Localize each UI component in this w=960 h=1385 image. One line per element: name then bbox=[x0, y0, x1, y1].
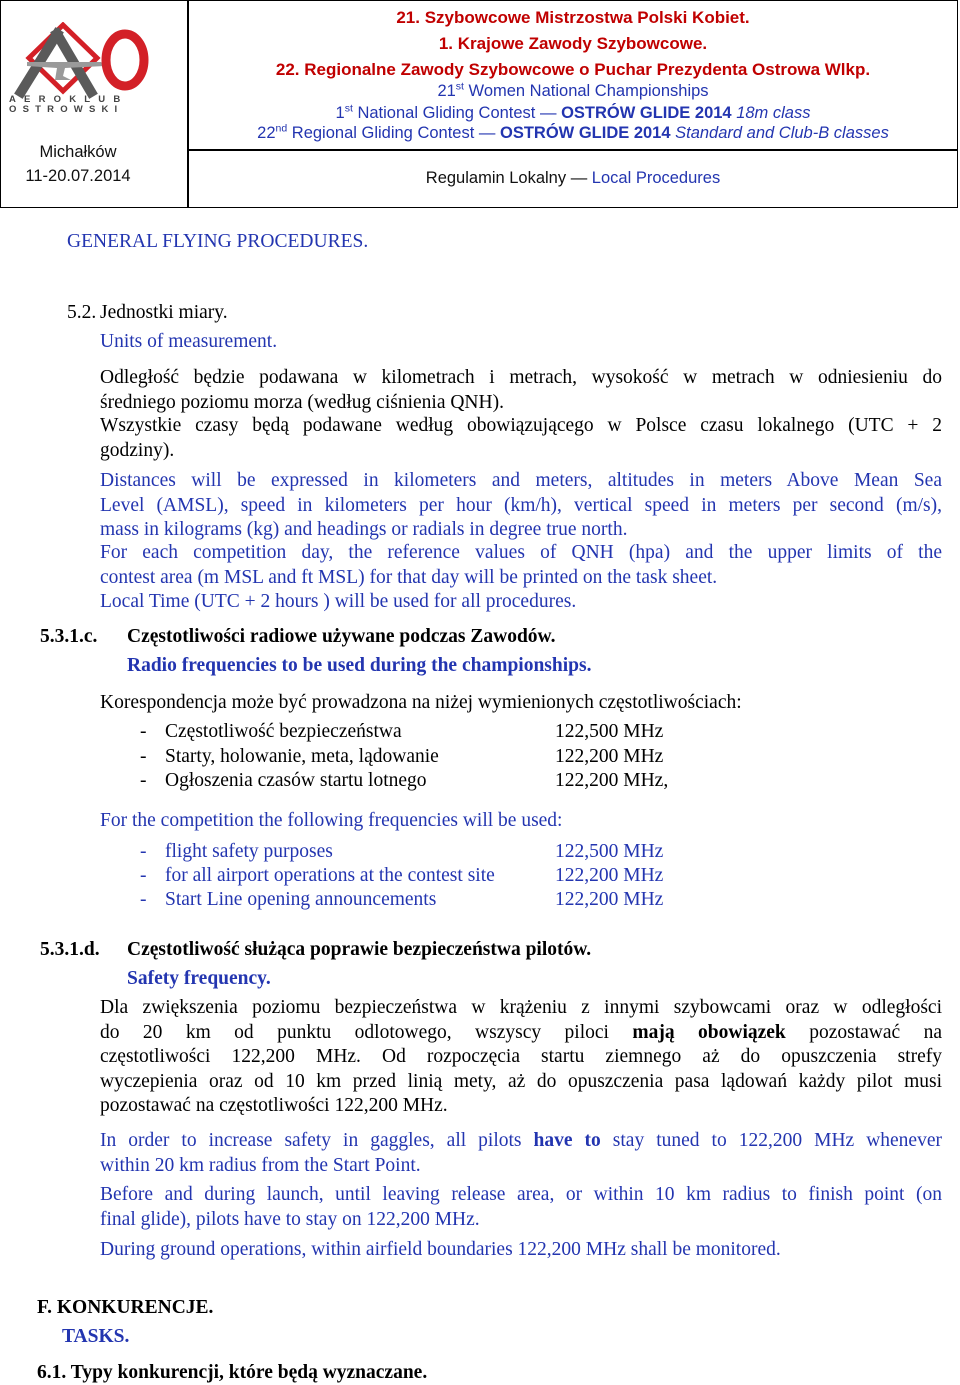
paragraph-line: średniego poziomu morza (według ciśnienia QNH). bbox=[100, 391, 504, 413]
title-line-3: 22. Regionalne Zawody Szybowcowe o Puchar Prezydenta Ostrowa Wlkp. bbox=[275, 60, 871, 79]
list-dash: - bbox=[140, 841, 147, 862]
championship-name: Women National Championships bbox=[463, 82, 709, 100]
list-dash: - bbox=[140, 721, 147, 742]
line-text: In order to increase safety in gaggles, all pilots bbox=[100, 1130, 534, 1151]
paragraph-line: częstotliwości 122,200 MHz. Od rozpoczęcia startu ziemnego aż do opuszczenia strefy bbox=[100, 1046, 942, 1067]
paragraph-line: Dla zwiększenia poziomu bezpieczeństwa w krążeniu z innymi szybowcami oraz w odległości bbox=[100, 997, 942, 1018]
section-heading-5-2-en: Units of measurement. bbox=[100, 331, 278, 352]
paragraph-line bbox=[100, 1129, 942, 1154]
paragraph-units-pl-1 bbox=[100, 366, 942, 415]
aeroklub-logo bbox=[5, 22, 155, 114]
ordinal-suffix: st bbox=[344, 102, 353, 115]
section-heading-f-en: TASKS. bbox=[62, 1326, 130, 1347]
paragraph-units-en-2 bbox=[100, 541, 942, 590]
section-number-5-2: 5.2. bbox=[67, 302, 97, 323]
ordinal-number: 1 bbox=[335, 104, 345, 122]
frequencies-intro-pl: Korespondencja może być prowadzona na niżej wymienionych częstotliwościach: bbox=[100, 692, 742, 713]
subtitle-dash: — bbox=[570, 169, 588, 187]
paragraph-safety-en-3 bbox=[100, 1238, 942, 1263]
frequency-purpose: for all airport operations at the contest site bbox=[165, 865, 495, 886]
paragraph-line bbox=[100, 1021, 942, 1046]
frequency-purpose: Częstotliwość bezpieczeństwa bbox=[165, 721, 402, 742]
paragraph-safety-en-1 bbox=[100, 1129, 942, 1178]
paragraph-line: Before and during launch, until leaving release area, or within 10 km radius to finish point (on bbox=[100, 1184, 942, 1205]
frequency-row-en bbox=[0, 864, 960, 889]
paragraph-line: Wszystkie czasy będą podawane według obowiązującego w Polsce czasu lokalnego (UTC + 2 bbox=[100, 415, 942, 436]
paragraph-line: pozostawać na częstotliwości 122,200 MHz. bbox=[100, 1095, 448, 1116]
list-dash: - bbox=[140, 770, 147, 791]
frequency-value: 122,200 MHz bbox=[555, 746, 664, 767]
section-heading-5-2: Jednostki miary. bbox=[100, 302, 228, 323]
frequency-value: 122,500 MHz bbox=[555, 721, 664, 742]
paragraph-safety-pl bbox=[100, 996, 942, 1119]
line-text: pozostawać na bbox=[785, 1021, 942, 1043]
header-divider-horizontal bbox=[187, 149, 958, 151]
section-heading-5-3-1-c: Częstotliwości radiowe używane podczas Zawodów. bbox=[127, 626, 556, 647]
frequency-row bbox=[0, 745, 960, 770]
line-text: do 20 km od punktu odlotowego, wszyscy piloci bbox=[100, 1021, 633, 1043]
paragraph-line: mass in kilograms (kg) and headings or radials in degree true north. bbox=[100, 519, 628, 540]
section-heading-5-3-1-c-en: Radio frequencies to be used during the championships. bbox=[127, 655, 592, 676]
frequency-value: 122,200 MHz bbox=[555, 889, 664, 910]
section-number-5-3-1-c: 5.3.1.c. bbox=[40, 626, 98, 647]
contest-name: National Gliding Contest bbox=[352, 104, 540, 122]
class-name: 18m class bbox=[731, 104, 811, 122]
frequency-row bbox=[0, 720, 960, 745]
title-line-6 bbox=[188, 123, 958, 143]
emphasis-have-to: have to bbox=[533, 1130, 601, 1151]
ordinal-number: 21 bbox=[437, 82, 456, 100]
frequencies-intro-en: For the competition the following frequencies will be used: bbox=[100, 810, 563, 831]
frequency-row-en bbox=[0, 888, 960, 913]
section-number-5-3-1-d: 5.3.1.d. bbox=[40, 939, 100, 960]
paragraph-line: For each competition day, the reference values of QNH (hpa) and the upper limits of the bbox=[100, 542, 942, 563]
frequency-value: 122,200 MHz bbox=[555, 865, 664, 886]
frequency-purpose: Start Line opening announcements bbox=[165, 889, 437, 910]
contest-name: Regional Gliding Contest bbox=[287, 124, 479, 142]
title-line-5 bbox=[188, 103, 958, 123]
ordinal-number: 22 bbox=[257, 124, 276, 142]
section-heading-6-1: 6.1. Typy konkurencji, które będą wyznaczane. bbox=[37, 1362, 428, 1383]
list-dash: - bbox=[140, 865, 147, 886]
frequency-value: 122,500 MHz bbox=[555, 841, 664, 862]
paragraph-line: Level (AMSL), speed in kilometers per hour (km/h), vertical speed in meters per second (m/s), bbox=[100, 494, 942, 516]
section-heading-f: F. KONKURENCJE. bbox=[37, 1297, 214, 1318]
logo-text-aeroklub: AEROKLUB bbox=[9, 94, 129, 105]
line-text: stay tuned to 122,200 MHz whenever bbox=[600, 1130, 942, 1151]
paragraph-units-en-1 bbox=[100, 469, 942, 543]
paragraph-line: within 20 km radius from the Start Point. bbox=[100, 1154, 421, 1176]
paragraph-units-en-3 bbox=[100, 590, 942, 615]
event-name: OSTRÓW GLIDE 2014 bbox=[495, 124, 671, 142]
paragraph-safety-en-2 bbox=[100, 1183, 942, 1232]
paragraph-line: Odległość będzie podawana w kilometrach i metrach, wysokość w metrach w odniesieniu do bbox=[100, 367, 942, 388]
paragraph-line: contest area (m MSL and ft MSL) for that day will be printed on the task sheet. bbox=[100, 566, 718, 588]
title-line-1: 21. Szybowcowe Mistrzostwa Polski Kobiet. bbox=[396, 8, 750, 27]
document-subtitle bbox=[188, 168, 958, 188]
list-dash: - bbox=[140, 746, 147, 767]
paragraph-line: godziny). bbox=[100, 439, 175, 461]
list-dash: - bbox=[140, 889, 147, 910]
frequency-purpose: Starty, holowanie, meta, lądowanie bbox=[165, 746, 439, 767]
ordinal-suffix: nd bbox=[275, 122, 288, 135]
title-line-4 bbox=[188, 81, 958, 101]
frequency-value: 122,200 MHz, bbox=[555, 770, 669, 791]
title-line-2: 1. Krajowe Zawody Szybowcowe. bbox=[438, 34, 708, 53]
subtitle-english: Local Procedures bbox=[587, 169, 721, 187]
ordinal-suffix: st bbox=[455, 80, 464, 93]
frequency-purpose: Ogłoszenia czasów startu lotnego bbox=[165, 770, 427, 791]
logo-text-ostrowski: OSTROWSKI bbox=[9, 104, 124, 114]
logo-letter-o bbox=[106, 34, 144, 86]
paragraph-line: wyczepienia oraz od 10 km przed linią mety, aż do opuszczenia pasa lądowań każdy pilot musi bbox=[100, 1070, 942, 1092]
frequency-purpose: flight safety purposes bbox=[165, 841, 333, 862]
class-name: Standard and Club-B classes bbox=[670, 124, 889, 142]
event-dates: 11-20.07.2014 bbox=[25, 167, 131, 185]
section-heading-5-3-1-d-en: Safety frequency. bbox=[127, 968, 271, 989]
paragraph-line: During ground operations, within airfield boundaries 122,200 MHz shall be monitored. bbox=[100, 1239, 781, 1260]
subtitle-polish: Regulamin Lokalny bbox=[425, 169, 571, 187]
frequency-row bbox=[0, 769, 960, 794]
paragraph-line: Local Time (UTC + 2 hours ) will be used for all procedures. bbox=[100, 591, 577, 612]
paragraph-line: Distances will be expressed in kilometers and meters, altitudes in meters Above Mean Sea bbox=[100, 470, 942, 491]
event-name: OSTRÓW GLIDE 2014 bbox=[556, 104, 732, 122]
section-heading-5-3-1-d: Częstotliwość służąca poprawie bezpieczeństwa pilotów. bbox=[127, 939, 592, 960]
title-dash: — bbox=[478, 124, 496, 142]
section-title-general: GENERAL FLYING PROCEDURES. bbox=[67, 231, 369, 252]
paragraph-line: final glide), pilots have to stay on 122,200 MHz. bbox=[100, 1208, 480, 1230]
title-dash: — bbox=[539, 104, 557, 122]
paragraph-units-pl-2 bbox=[100, 414, 942, 463]
frequency-row-en bbox=[0, 840, 960, 865]
event-location: Michałków bbox=[39, 143, 117, 161]
emphasis-obligation: mają obowiązek bbox=[632, 1021, 786, 1043]
